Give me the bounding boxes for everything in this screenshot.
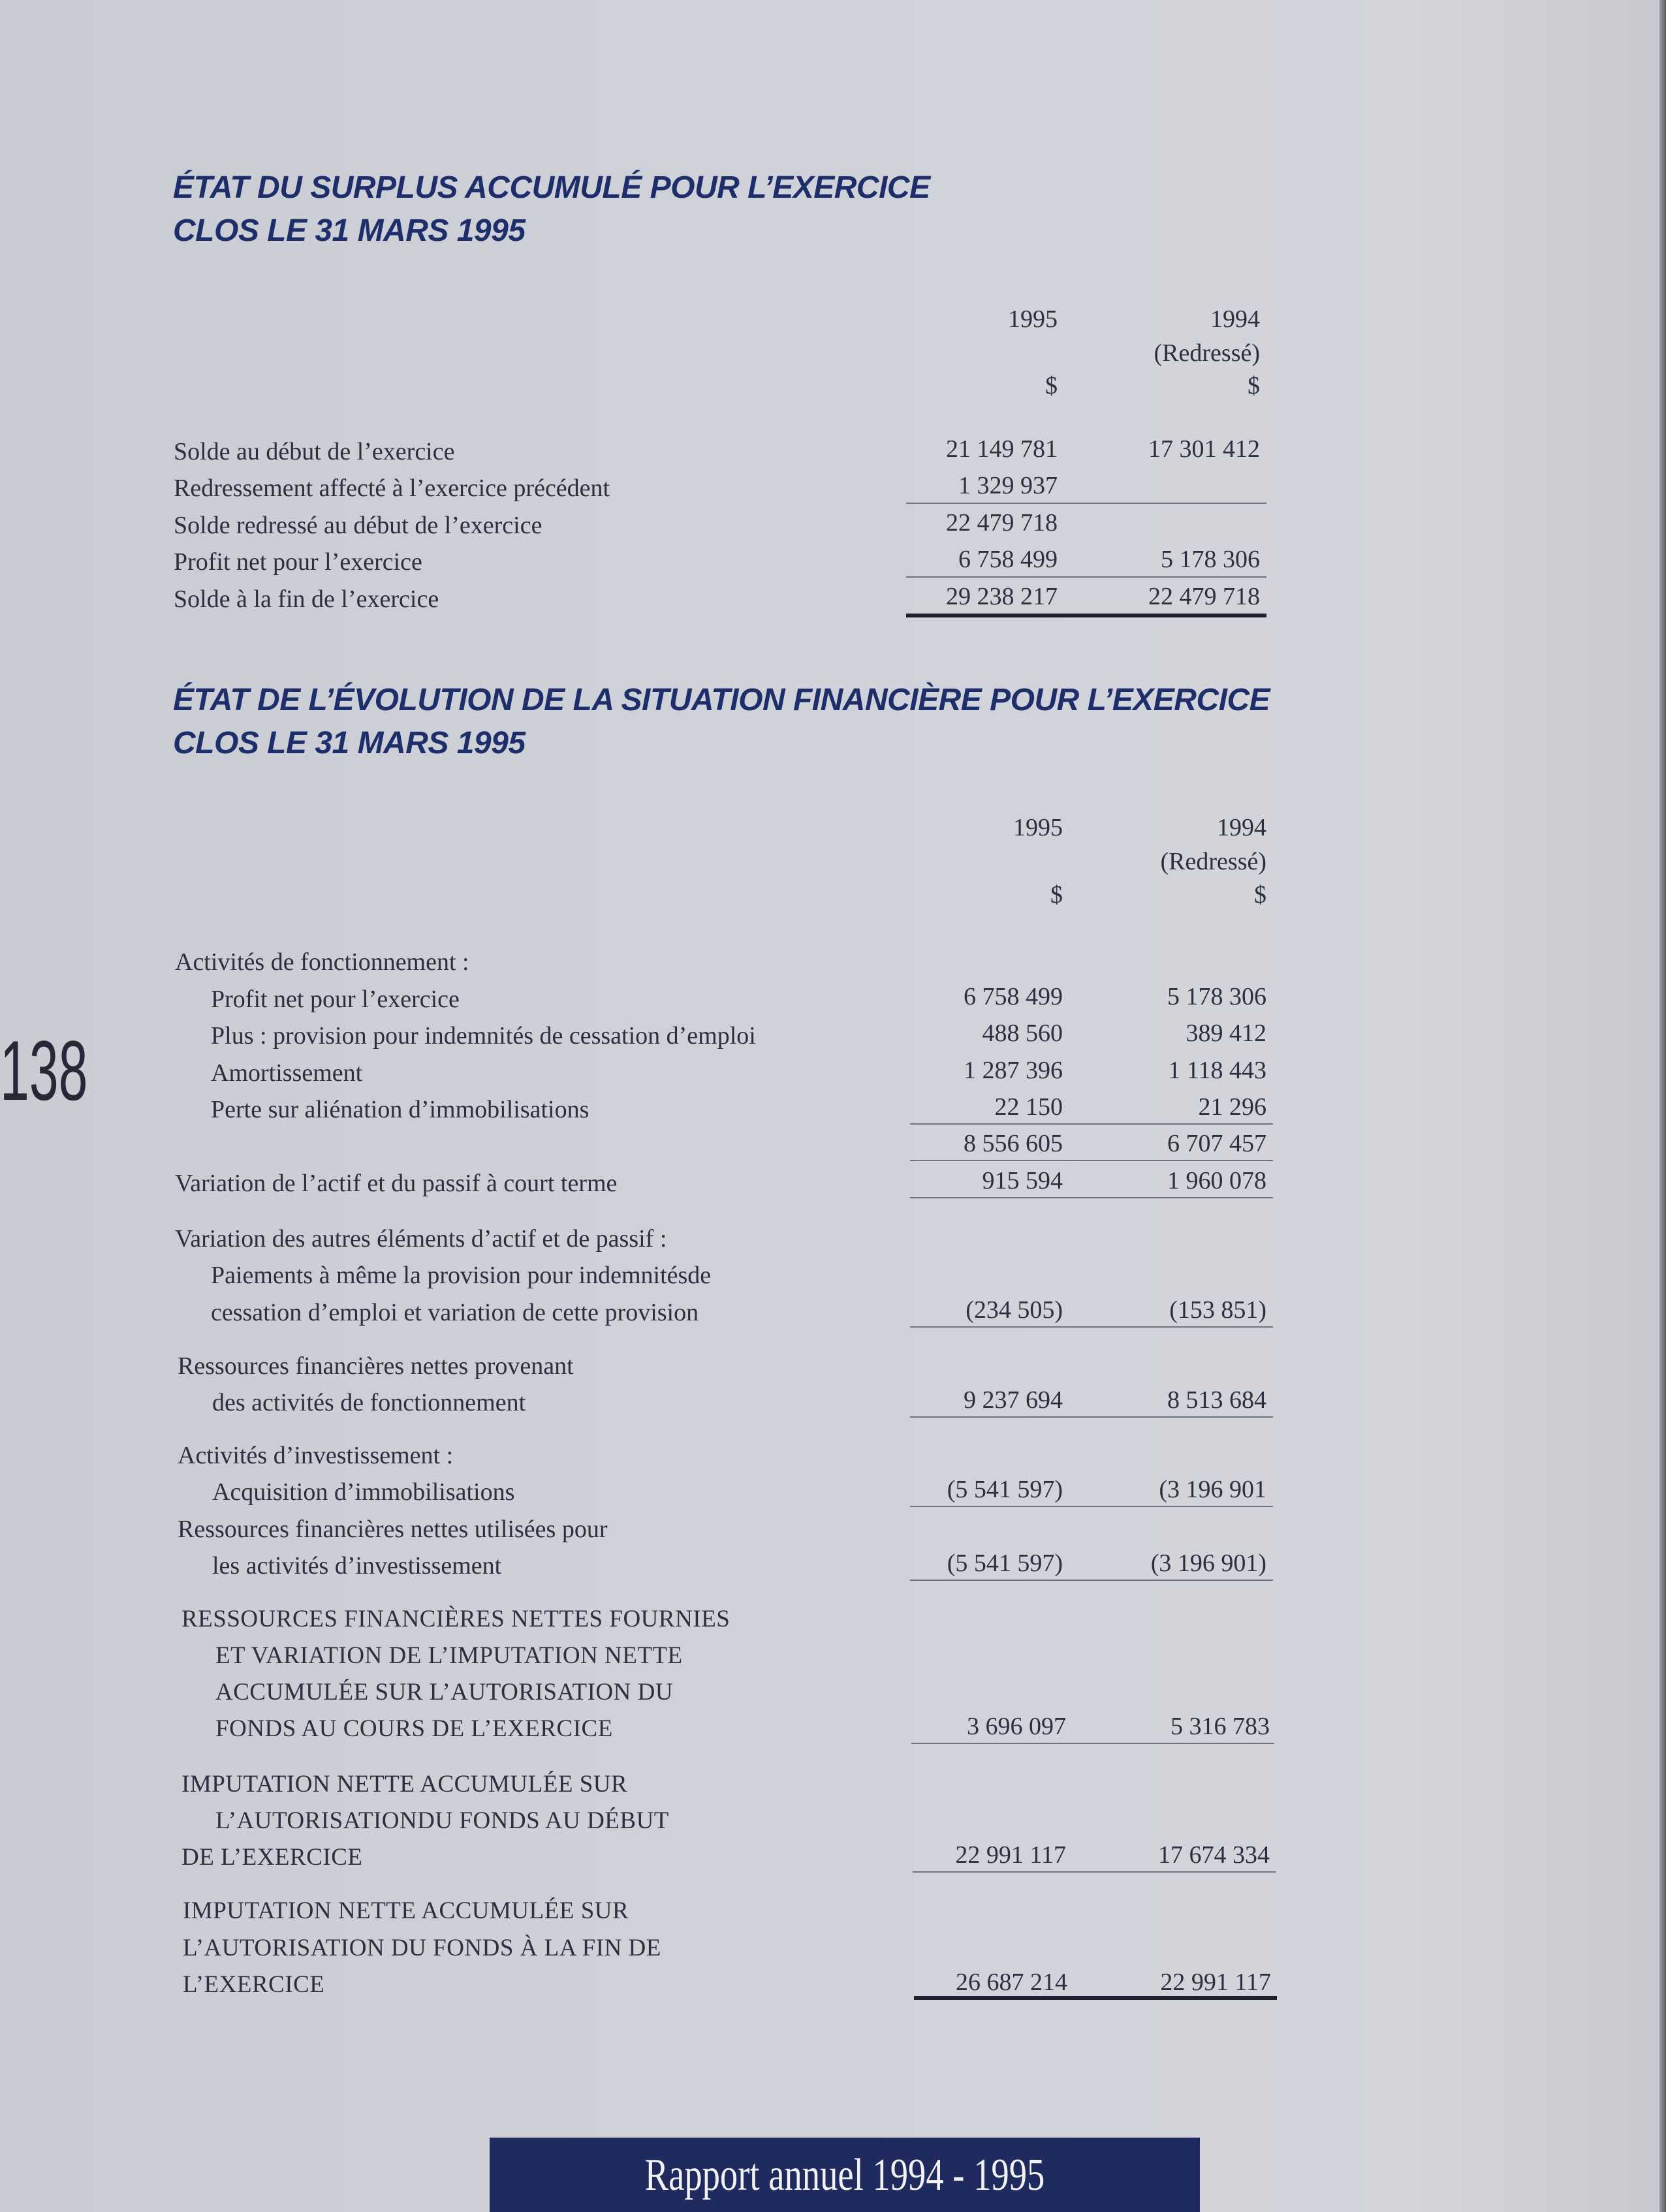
- underline: [913, 1871, 1276, 1873]
- evolution-row-value-1995: 26 687 214: [956, 1969, 1067, 1996]
- evolution-row-value-1995: 488 560: [982, 1020, 1063, 1047]
- evolution-row-label: Ressources financières nettes utilisées pour: [178, 1516, 608, 1543]
- evolution-row-value-1995: (5 541 597): [947, 1476, 1063, 1503]
- surplus-row-value-1995: 29 238 217: [946, 583, 1058, 610]
- evolution-row-label: Variation de l’actif et du passif à court terme: [175, 1170, 618, 1197]
- evolution-row-value-1994: 21 296: [1198, 1093, 1266, 1121]
- evolution-row-label: FONDS AU COURS DE L’EXERCICE: [215, 1715, 613, 1742]
- surplus-title-line1: ÉTAT DU SURPLUS ACCUMULÉ POUR L’EXERCICE: [173, 170, 930, 205]
- evolution-row-label: des activités de fonctionnement: [212, 1389, 526, 1416]
- evolution-col-1994-note: (Redressé): [1160, 848, 1266, 875]
- evolution-row-label: L’AUTORISATIONDU FONDS AU DÉBUT: [215, 1807, 669, 1834]
- evolution-row-label: Variation des autres éléments d’actif et de passif :: [175, 1225, 667, 1253]
- evolution-col-1995-header: 1995: [1013, 814, 1063, 841]
- evolution-row-value-1994: (153 851): [1169, 1296, 1266, 1324]
- evolution-row-value-1994: (3 196 901): [1150, 1550, 1266, 1577]
- evolution-subtotal-1994: 6 707 457: [1167, 1130, 1266, 1157]
- evolution-row-label: RESSOURCES FINANCIÈRES NETTES FOURNIES: [181, 1606, 731, 1632]
- evolution-row-value-1994: 8 513 684: [1167, 1386, 1266, 1414]
- underline: [910, 1160, 1273, 1161]
- evolution-currency-1994: $: [1254, 881, 1266, 909]
- surplus-currency-1994: $: [1248, 372, 1260, 399]
- surplus-row-label: Solde au début de l’exercice: [174, 438, 455, 465]
- surplus-row-label: Solde redressé au début de l’exercice: [174, 512, 542, 539]
- evolution-row-label: IMPUTATION NETTE ACCUMULÉE SUR: [181, 1771, 628, 1798]
- surplus-row-value-1994: 22 479 718: [1148, 583, 1260, 610]
- evolution-row-value-1995: (234 505): [966, 1296, 1063, 1324]
- underline: [906, 503, 1266, 504]
- evolution-row-label: Activités d’investissement :: [178, 1442, 454, 1469]
- evolution-row-value-1995: 22 150: [994, 1093, 1063, 1121]
- book-spine-shadow: [1659, 0, 1666, 2212]
- underline: [910, 1580, 1273, 1581]
- evolution-row-label: Plus : provision pour indemnités de cessation d’emploi: [211, 1022, 756, 1050]
- evolution-row-label: Activités de fonctionnement :: [175, 948, 469, 976]
- evolution-row-value-1994: 389 412: [1186, 1020, 1266, 1047]
- evolution-title-line2: CLOS LE 31 MARS 1995: [173, 726, 526, 760]
- surplus-row-label: Solde à la fin de l’exercice: [174, 585, 439, 613]
- evolution-row-value-1994: 1 960 078: [1167, 1167, 1266, 1194]
- evolution-row-value-1994: (3 196 901: [1159, 1476, 1266, 1503]
- surplus-row-value-1995: 1 329 937: [958, 472, 1058, 499]
- evolution-row-value-1994: 5 316 783: [1171, 1713, 1270, 1740]
- surplus-row-label: Redressement affecté à l’exercice précédent: [174, 475, 610, 502]
- evolution-row-value-1995: 22 991 117: [955, 1841, 1066, 1869]
- evolution-row-value-1994: 17 674 334: [1158, 1841, 1270, 1869]
- footer-title: Rapport annuel 1994 - 1995: [644, 2150, 1045, 2200]
- underline: [910, 1416, 1273, 1418]
- evolution-row-value-1994: 22 991 117: [1160, 1969, 1271, 1996]
- underline: [906, 576, 1266, 578]
- evolution-col-1994-header: 1994: [1217, 814, 1266, 841]
- evolution-row-value-1995: 6 758 499: [964, 983, 1063, 1010]
- evolution-row-label: L’EXERCICE: [183, 1971, 325, 1998]
- double-underline-total: [906, 614, 1266, 617]
- evolution-row-label: DE L’EXERCICE: [181, 1844, 363, 1871]
- evolution-row-value-1994: 5 178 306: [1167, 983, 1266, 1010]
- evolution-row-label: Amortissement: [211, 1059, 363, 1087]
- underline: [910, 1326, 1273, 1328]
- evolution-subtotal-1995: 8 556 605: [964, 1130, 1063, 1157]
- evolution-row-label: ACCUMULÉE SUR L’AUTORISATION DU: [215, 1679, 674, 1706]
- surplus-row-label: Profit net pour l’exercice: [174, 548, 422, 576]
- surplus-row-value-1995: 21 149 781: [946, 435, 1058, 463]
- surplus-currency-1995: $: [1045, 372, 1058, 399]
- page-number: 138: [0, 1023, 88, 1118]
- evolution-row-label: cessation d’emploi et variation de cette provision: [211, 1299, 699, 1326]
- surplus-col-1995-header: 1995: [1008, 305, 1058, 333]
- evolution-row-label: L’AUTORISATION DU FONDS À LA FIN DE: [183, 1935, 661, 1961]
- evolution-row-label: Ressources financières nettes provenant: [178, 1352, 574, 1380]
- evolution-row-label: les activités d’investissement: [212, 1552, 502, 1580]
- footer-banner: [490, 2138, 1200, 2212]
- underline: [910, 1506, 1273, 1507]
- underline: [911, 1743, 1274, 1744]
- evolution-row-label: Profit net pour l’exercice: [211, 986, 460, 1013]
- evolution-row-label: Perte sur aliénation d’immobilisations: [211, 1096, 589, 1123]
- evolution-title-line1: ÉTAT DE L’ÉVOLUTION DE LA SITUATION FINANCIÈRE POUR L’EXERCICE: [173, 683, 1270, 717]
- surplus-row-value-1994: 5 178 306: [1161, 546, 1260, 573]
- surplus-row-value-1995: 6 758 499: [958, 546, 1058, 573]
- underline: [910, 1123, 1273, 1125]
- surplus-row-value-1995: 22 479 718: [946, 509, 1058, 537]
- evolution-currency-1995: $: [1050, 881, 1063, 909]
- evolution-row-label: Paiements à même la provision pour indemnitésde: [211, 1262, 712, 1289]
- underline: [910, 1197, 1273, 1198]
- evolution-row-value-1994: 1 118 443: [1168, 1057, 1266, 1084]
- surplus-col-1994-header: 1994: [1210, 305, 1260, 333]
- evolution-row-value-1995: 1 287 396: [964, 1057, 1063, 1084]
- evolution-row-value-1995: 915 594: [982, 1167, 1063, 1194]
- surplus-col-1994-note: (Redressé): [1154, 339, 1260, 367]
- evolution-row-value-1995: (5 541 597): [947, 1550, 1063, 1577]
- double-underline-total: [914, 1996, 1277, 2000]
- surplus-row-value-1994: 17 301 412: [1148, 435, 1260, 463]
- evolution-row-label: Acquisition d’immobilisations: [212, 1478, 515, 1506]
- evolution-row-label: IMPUTATION NETTE ACCUMULÉE SUR: [183, 1897, 629, 1924]
- surplus-title-line2: CLOS LE 31 MARS 1995: [173, 213, 526, 248]
- evolution-row-label: ET VARIATION DE L’IMPUTATION NETTE: [215, 1642, 683, 1669]
- evolution-row-value-1995: 9 237 694: [964, 1386, 1063, 1414]
- evolution-row-value-1995: 3 696 097: [967, 1713, 1066, 1740]
